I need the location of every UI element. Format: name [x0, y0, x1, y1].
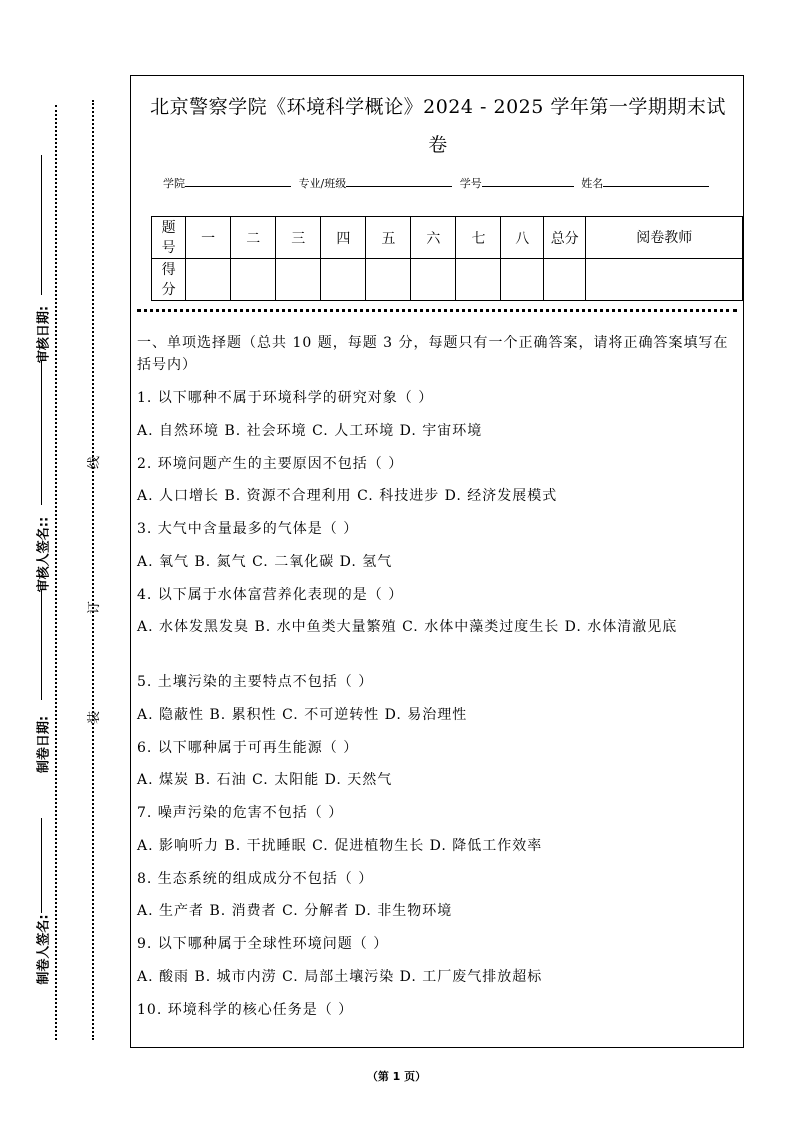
question-5: 5. 土壤污染的主要特点不包括（ ） [137, 674, 374, 690]
student-info-row [163, 174, 713, 191]
page-number: （第 1 页） [366, 1070, 427, 1083]
score-table-score-row [152, 259, 743, 301]
score-cell-4[interactable] [321, 259, 366, 301]
question-6: 6. 以下哪种属于可再生能源（ ） [137, 740, 359, 756]
section-heading: 一、单项选择题（总共 10 题，每题 3 分，每题只有一个正确答案，请将正确答案填写在括号内） [137, 335, 729, 373]
col-header-3: 三 [276, 217, 321, 259]
question-7: 7. 噪声污染的危害不包括（ ） [137, 805, 344, 821]
score-table-header-row [152, 217, 743, 259]
score-cell-8[interactable] [501, 259, 543, 301]
col-header-4: 四 [321, 217, 366, 259]
review-date-label: 审核日期: [36, 305, 52, 364]
score-cell-5[interactable] [366, 259, 411, 301]
row-header-score: 得分 [152, 259, 186, 301]
cut-mark-ding: 订 [87, 600, 103, 615]
reviewer-sign-label: 审核人签名:: [36, 516, 52, 593]
college-field[interactable] [185, 174, 291, 187]
col-header-1: 一 [186, 217, 231, 259]
score-cell-6[interactable] [411, 259, 456, 301]
exam-title-line2: 卷 [428, 134, 448, 156]
review-date-underline [41, 155, 42, 295]
question-9-options: A. 酸雨 B. 城市内涝 C. 局部土壤污染 D. 工厂废气排放超标 [137, 969, 543, 985]
col-header-6: 六 [411, 217, 456, 259]
col-header-5: 五 [366, 217, 411, 259]
row-header-question-no: 题号 [152, 217, 186, 259]
question-5-options: A. 隐蔽性 B. 累积性 C. 不可逆转性 D. 易治理性 [137, 707, 468, 723]
maker-sign-label: 制卷人签名: [36, 914, 52, 985]
score-cell-grader[interactable] [586, 259, 743, 301]
dotted-line-left [55, 105, 57, 1040]
question-3: 3. 大气中含量最多的气体是（ ） [137, 521, 359, 537]
student-id-field[interactable] [482, 174, 574, 187]
name-label: 姓名 [581, 177, 604, 190]
score-cell-total[interactable] [543, 259, 585, 301]
exam-title-line1: 北京警察学院《环境科学概论》2024 - 2025 学年第一学期期末试 [150, 96, 726, 118]
cut-dotted-line [92, 100, 94, 1040]
make-date-label: 制卷日期: [36, 715, 52, 774]
section-divider [137, 309, 737, 312]
score-cell-2[interactable] [231, 259, 276, 301]
exam-title [131, 88, 745, 164]
question-10: 10. 环境科学的核心任务是（ ） [137, 1002, 354, 1018]
score-cell-7[interactable] [456, 259, 501, 301]
question-4-options: A. 水体发黑发臭 B. 水中鱼类大量繁殖 C. 水体中藻类过度生长 D. 水体清澈见底 [137, 619, 678, 635]
binding-margin [0, 0, 130, 1122]
cut-mark-xian: 线 [87, 455, 103, 470]
name-field[interactable] [603, 174, 709, 187]
question-2-options: A. 人口增长 B. 资源不合理利用 C. 科技进步 D. 经济发展模式 [137, 488, 558, 504]
maker-sign-underline [41, 818, 42, 913]
question-8: 8. 生态系统的组成成分不包括（ ） [137, 871, 374, 887]
col-header-grader: 阅卷教师 [586, 217, 743, 259]
score-table [151, 216, 743, 301]
question-7-options: A. 影响听力 B. 干扰睡眠 C. 促进植物生长 D. 降低工作效率 [137, 838, 543, 854]
question-3-options: A. 氧气 B. 氮气 C. 二氧化碳 D. 氢气 [137, 554, 393, 570]
exam-paper [130, 75, 744, 1048]
question-8-options: A. 生产者 B. 消费者 C. 分解者 D. 非生物环境 [137, 903, 453, 919]
question-1: 1. 以下哪种不属于环境科学的研究对象（ ） [137, 390, 434, 406]
college-label: 学院 [163, 177, 185, 190]
question-9: 9. 以下哪种属于全球性环境问题（ ） [137, 936, 389, 952]
question-6-options: A. 煤炭 B. 石油 C. 太阳能 D. 天然气 [137, 772, 393, 788]
col-header-8: 八 [501, 217, 543, 259]
major-class-label: 专业/班级 [298, 177, 347, 190]
score-cell-3[interactable] [276, 259, 321, 301]
score-cell-1[interactable] [186, 259, 231, 301]
student-id-label: 学号 [459, 177, 482, 190]
col-header-7: 七 [456, 217, 501, 259]
major-class-field[interactable] [346, 174, 452, 187]
question-2: 2. 环境问题产生的主要原因不包括（ ） [137, 456, 404, 472]
cut-mark-zhuang: 装 [87, 710, 103, 725]
question-4: 4. 以下属于水体富营养化表现的是（ ） [137, 587, 404, 603]
col-header-2: 二 [231, 217, 276, 259]
col-header-total: 总分 [543, 217, 585, 259]
question-1-options: A. 自然环境 B. 社会环境 C. 人工环境 D. 宇宙环境 [137, 423, 483, 439]
